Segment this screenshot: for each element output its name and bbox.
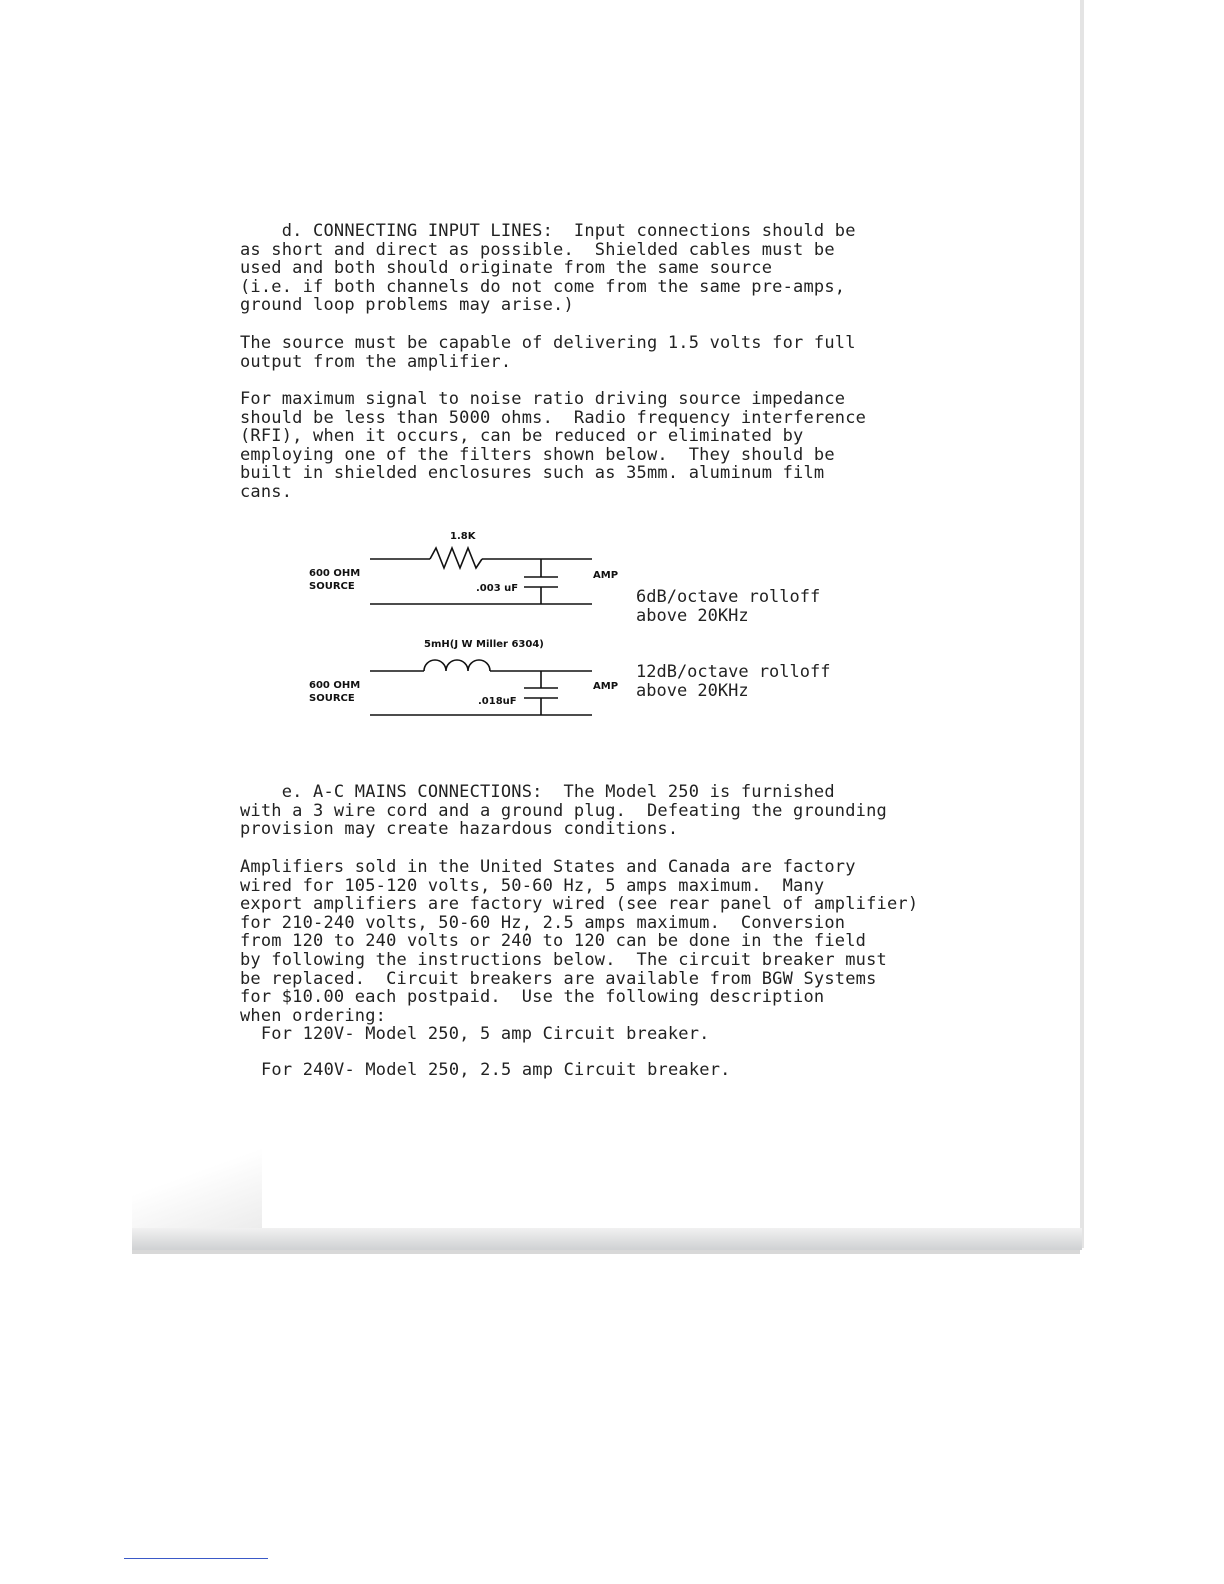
section-d-paragraph: d. CONNECTING INPUT LINES: Input connections should be as short and direct as possible. Shielded cables must be used and both should originate from the same source (i.e. if both channels do not come from the same pre-amps, ground loop problems may arise.): [240, 221, 856, 316]
filter1-resistor-label: 1.8K: [450, 531, 476, 542]
page-fold-shadow: [132, 1140, 262, 1230]
filter1-amp-label: AMP: [593, 570, 619, 581]
order-240v-line: For 240V- Model 250, 2.5 amp Circuit breaker.: [261, 1060, 731, 1080]
filter2-capacitor-label: .018uF: [478, 696, 517, 707]
amplifier-wiring-paragraph: Amplifiers sold in the United States and Canada are factory wired for 105-120 volts, 50-60 Hz, 5 amps maximum. Many export amplifiers are factory wired (see rear panel of amplifier) for 210-240 volts, 50-60 Hz, 2.5 amps maximum. Conversion from 120 to 240 volts or 240 to 120 can be done in the field by following the instructions below. The circuit breaker must be replaced. Circuit breakers are available from BGW Systems for $10.00 each postpaid. Use the following description when ordering: For 120V- Model 250, 5 amp Circuit breaker.: [240, 857, 919, 1045]
filter2-inductor: [424, 660, 490, 671]
filter1-capacitor-label: .003 uF: [476, 583, 519, 594]
rfi-filter-diagram: [300, 520, 900, 730]
filter2-rolloff-note: 12dB/octave rolloff above 20KHz: [636, 662, 831, 701]
filter1-rolloff-note: 6dB/octave rolloff above 20KHz: [636, 587, 821, 626]
section-e-paragraph: e. A-C MAINS CONNECTIONS: The Model 250 is furnished with a 3 wire cord and a ground plug. Defeating the grounding provision may create hazardous conditions.: [240, 782, 887, 840]
page-bottom-edge: [132, 1228, 1082, 1250]
filter1-resistor: [430, 548, 482, 568]
footer-rule: [124, 1558, 268, 1559]
filter2-source-label: 600 OHM SOURCE: [309, 680, 361, 704]
filter2-inductor-label: 5mH(J W Miller 6304): [424, 639, 544, 650]
filter1-source-label: 600 OHM SOURCE: [309, 568, 361, 592]
impedance-paragraph: For maximum signal to noise ratio driving source impedance should be less than 5000 ohms. Radio frequency interference (RFI), when it occurs, can be reduced or eliminated by employing one of the filters shown below. They should be built in shielded enclosures such as 35mm. aluminum film cans.: [240, 389, 867, 502]
filter2-amp-label: AMP: [593, 681, 619, 692]
source-paragraph: The source must be capable of delivering 1.5 volts for full output from the amplifier.: [240, 333, 856, 372]
